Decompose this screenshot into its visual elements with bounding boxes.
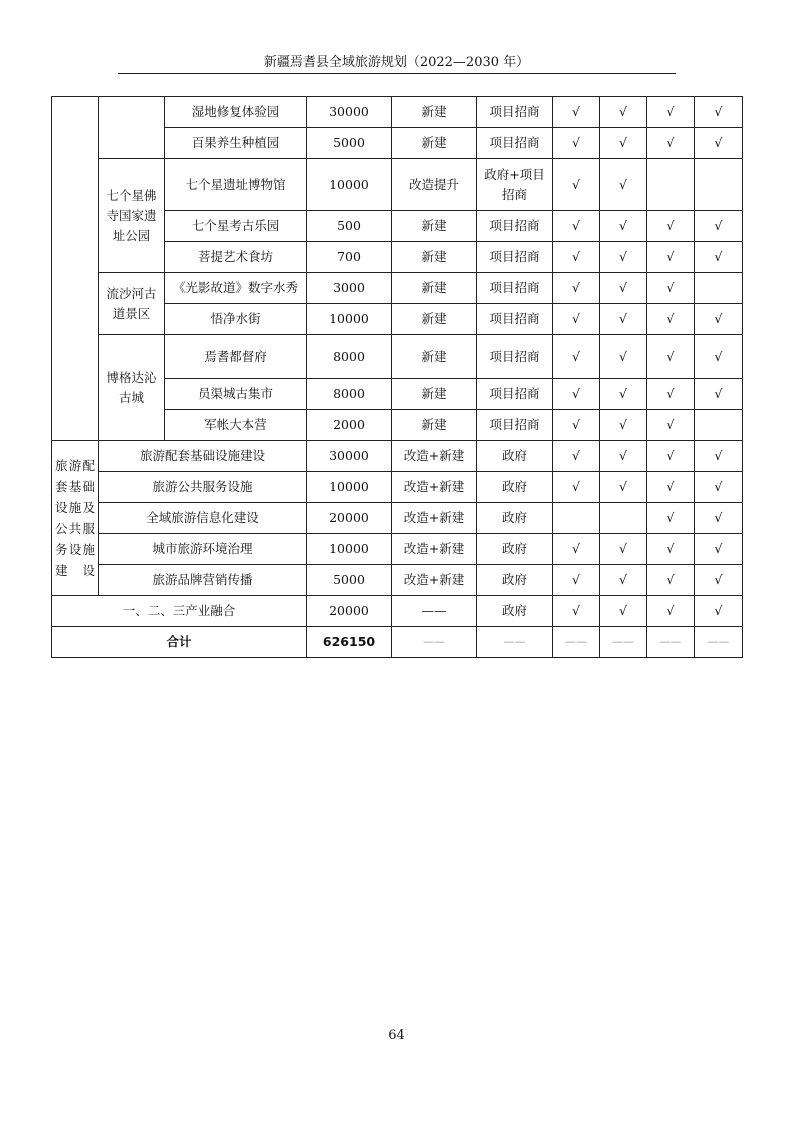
total-dash: —— — [477, 627, 553, 658]
header-rule — [118, 73, 676, 74]
table-row — [52, 335, 743, 379]
project-name: 旅游品牌营销传播 — [99, 565, 307, 596]
project-name: 员渠城古集市 — [165, 379, 307, 410]
investment-value: 30000 — [307, 441, 392, 472]
table-row — [52, 534, 743, 565]
total-dash: —— — [600, 627, 647, 658]
investment-value: 10000 — [307, 472, 392, 503]
check-mark: √ — [600, 304, 647, 335]
check-mark: √ — [553, 596, 600, 627]
group-cell-continued — [99, 97, 165, 159]
check-mark: √ — [647, 379, 695, 410]
table-row — [52, 273, 743, 304]
funding-source: 项目招商 — [477, 379, 553, 410]
construction-nature: 新建 — [392, 242, 477, 273]
total-row — [52, 627, 743, 658]
check-mark: √ — [695, 379, 743, 410]
check-mark: √ — [553, 335, 600, 379]
project-name: 全域旅游信息化建设 — [99, 503, 307, 534]
page-number: 64 — [388, 1028, 405, 1043]
check-mark: √ — [600, 159, 647, 211]
project-name: 悟净水街 — [165, 304, 307, 335]
investment-value: 20000 — [307, 503, 392, 534]
check-mark: √ — [647, 97, 695, 128]
construction-nature: 改造+新建 — [392, 565, 477, 596]
check-mark: √ — [647, 304, 695, 335]
check-mark: √ — [695, 97, 743, 128]
investment-value: 500 — [307, 211, 392, 242]
check-mark: √ — [647, 410, 695, 441]
construction-nature: 改造+新建 — [392, 441, 477, 472]
funding-source: 政府 — [477, 472, 553, 503]
check-mark: √ — [600, 565, 647, 596]
check-mark — [695, 159, 743, 211]
check-mark: √ — [553, 159, 600, 211]
table-row — [52, 503, 743, 534]
construction-nature: 新建 — [392, 410, 477, 441]
project-name: 菩提艺术食坊 — [165, 242, 307, 273]
check-mark: √ — [553, 304, 600, 335]
construction-nature: —— — [392, 596, 477, 627]
investment-value: 10000 — [307, 159, 392, 211]
group-cell: 博格达沁古城 — [99, 335, 165, 441]
check-mark: √ — [647, 596, 695, 627]
group-cell: 七个星佛寺国家遗址公园 — [99, 159, 165, 273]
funding-source: 政府+项目招商 — [477, 159, 553, 211]
check-mark: √ — [647, 472, 695, 503]
project-name: 七个星考古乐园 — [165, 211, 307, 242]
check-mark: √ — [553, 565, 600, 596]
check-mark: √ — [695, 335, 743, 379]
table-row — [52, 441, 743, 472]
check-mark: √ — [647, 503, 695, 534]
construction-nature: 新建 — [392, 128, 477, 159]
check-mark: √ — [695, 441, 743, 472]
construction-nature: 新建 — [392, 335, 477, 379]
funding-source: 项目招商 — [477, 304, 553, 335]
project-name: 旅游公共服务设施 — [99, 472, 307, 503]
check-mark: √ — [647, 128, 695, 159]
funding-source: 项目招商 — [477, 410, 553, 441]
check-mark: √ — [695, 128, 743, 159]
investment-value: 5000 — [307, 565, 392, 596]
category-cell-continued — [52, 97, 99, 441]
investment-value: 30000 — [307, 97, 392, 128]
check-mark: √ — [553, 410, 600, 441]
check-mark: √ — [647, 441, 695, 472]
check-mark — [553, 503, 600, 534]
investment-table — [51, 96, 743, 658]
check-mark: √ — [600, 242, 647, 273]
table-row — [52, 472, 743, 503]
total-investment: 626150 — [307, 627, 392, 658]
construction-nature: 改造提升 — [392, 159, 477, 211]
check-mark: √ — [695, 534, 743, 565]
project-name: 湿地修复体验园 — [165, 97, 307, 128]
investment-value: 2000 — [307, 410, 392, 441]
check-mark: √ — [553, 242, 600, 273]
check-mark: √ — [553, 97, 600, 128]
project-name: 《光影故道》数字水秀 — [165, 273, 307, 304]
check-mark: √ — [600, 379, 647, 410]
check-mark: √ — [600, 410, 647, 441]
construction-nature: 改造+新建 — [392, 472, 477, 503]
page-header: 新疆焉耆县全域旅游规划（2022—2030 年） — [263, 55, 530, 70]
funding-source: 项目招商 — [477, 335, 553, 379]
investment-value: 20000 — [307, 596, 392, 627]
check-mark: √ — [600, 97, 647, 128]
check-mark: √ — [600, 596, 647, 627]
check-mark: √ — [647, 273, 695, 304]
check-mark: √ — [647, 565, 695, 596]
check-mark: √ — [695, 242, 743, 273]
check-mark: √ — [647, 242, 695, 273]
funding-source: 项目招商 — [477, 97, 553, 128]
check-mark: √ — [647, 211, 695, 242]
construction-nature: 新建 — [392, 211, 477, 242]
check-mark: √ — [553, 273, 600, 304]
check-mark: √ — [695, 211, 743, 242]
project-name: 城市旅游环境治理 — [99, 534, 307, 565]
investment-value: 8000 — [307, 379, 392, 410]
investment-value: 5000 — [307, 128, 392, 159]
check-mark: √ — [695, 304, 743, 335]
check-mark: √ — [600, 273, 647, 304]
check-mark: √ — [695, 472, 743, 503]
check-mark: √ — [553, 472, 600, 503]
total-dash: —— — [647, 627, 695, 658]
check-mark — [695, 410, 743, 441]
check-mark: √ — [695, 503, 743, 534]
category-cell: 旅游配套基础设施及公共服务设施建设 — [52, 441, 99, 596]
check-mark: √ — [553, 211, 600, 242]
project-name: 百果养生种植园 — [165, 128, 307, 159]
investment-value: 700 — [307, 242, 392, 273]
total-dash: —— — [695, 627, 743, 658]
table-row — [52, 596, 743, 627]
total-dash: —— — [392, 627, 477, 658]
project-name: 军帐大本营 — [165, 410, 307, 441]
funding-source: 项目招商 — [477, 211, 553, 242]
check-mark: √ — [553, 441, 600, 472]
investment-value: 8000 — [307, 335, 392, 379]
check-mark: √ — [553, 128, 600, 159]
table-row — [52, 97, 743, 128]
check-mark — [695, 273, 743, 304]
project-name: 一、二、三产业融合 — [52, 596, 307, 627]
check-mark: √ — [600, 211, 647, 242]
check-mark: √ — [600, 441, 647, 472]
funding-source: 政府 — [477, 534, 553, 565]
check-mark: √ — [600, 472, 647, 503]
table-row — [52, 159, 743, 211]
funding-source: 项目招商 — [477, 128, 553, 159]
check-mark: √ — [600, 128, 647, 159]
construction-nature: 新建 — [392, 304, 477, 335]
check-mark: √ — [553, 379, 600, 410]
funding-source: 政府 — [477, 565, 553, 596]
check-mark — [600, 503, 647, 534]
check-mark: √ — [600, 335, 647, 379]
project-name: 七个星遗址博物馆 — [165, 159, 307, 211]
check-mark: √ — [695, 596, 743, 627]
funding-source: 项目招商 — [477, 273, 553, 304]
group-cell: 流沙河古道景区 — [99, 273, 165, 335]
construction-nature: 新建 — [392, 97, 477, 128]
funding-source: 政府 — [477, 503, 553, 534]
check-mark: √ — [553, 534, 600, 565]
project-name: 旅游配套基础设施建设 — [99, 441, 307, 472]
funding-source: 政府 — [477, 596, 553, 627]
project-name: 焉耆都督府 — [165, 335, 307, 379]
construction-nature: 新建 — [392, 379, 477, 410]
check-mark: √ — [647, 534, 695, 565]
construction-nature: 新建 — [392, 273, 477, 304]
total-label: 合计 — [52, 627, 307, 658]
check-mark: √ — [600, 534, 647, 565]
check-mark — [647, 159, 695, 211]
investment-value: 10000 — [307, 304, 392, 335]
funding-source: 项目招商 — [477, 242, 553, 273]
table-row — [52, 565, 743, 596]
investment-value: 10000 — [307, 534, 392, 565]
check-mark: √ — [695, 565, 743, 596]
total-dash: —— — [553, 627, 600, 658]
funding-source: 政府 — [477, 441, 553, 472]
check-mark: √ — [647, 335, 695, 379]
investment-value: 3000 — [307, 273, 392, 304]
construction-nature: 改造+新建 — [392, 503, 477, 534]
construction-nature: 改造+新建 — [392, 534, 477, 565]
